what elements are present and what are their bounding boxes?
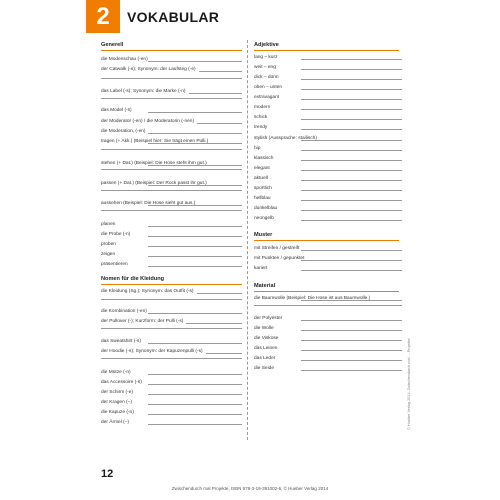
vocabulary-entry — [101, 127, 242, 135]
translation-blank[interactable] — [148, 165, 242, 166]
translation-blank[interactable] — [148, 226, 242, 227]
vocabulary-entry — [254, 103, 399, 111]
vocabulary-term: schick — [254, 115, 268, 120]
vocabulary-entry — [254, 364, 399, 372]
translation-blank[interactable] — [148, 133, 242, 134]
vocabulary-term: der Ärmel (–) — [101, 420, 129, 425]
translation-blank[interactable] — [148, 143, 242, 144]
vocabulary-entry — [101, 159, 242, 167]
translation-blank[interactable] — [148, 404, 242, 405]
section-heading: Generell — [101, 42, 124, 48]
vocabulary-entry — [101, 240, 242, 248]
column-divider — [247, 40, 248, 440]
vocabulary-term: die Baumwolle (Beispiel: Die Hose ist aus Baumwolle.) — [254, 296, 371, 301]
vocabulary-term: das Accessoire (-s) — [101, 380, 142, 385]
vocabulary-entry — [254, 174, 399, 182]
vocabulary-entry — [101, 337, 242, 345]
translation-blank[interactable] — [301, 190, 402, 191]
translation-blank[interactable] — [301, 360, 402, 361]
translation-blank[interactable] — [197, 123, 242, 124]
translation-blank[interactable] — [148, 185, 242, 186]
vocabulary-term: die Kombination (-en) — [101, 309, 147, 314]
vocabulary-term: präsentieren — [101, 262, 128, 267]
translation-blank[interactable] — [148, 61, 242, 62]
vocabulary-term: die Modenschau (-en) — [101, 57, 148, 62]
vocabulary-entry — [101, 287, 242, 295]
vocabulary-term: passen (+ Dat.) (Beispiel: Der Rock passt ihr gut.) — [101, 181, 207, 186]
vocabulary-term: die Wolle — [254, 326, 274, 331]
translation-blank-full[interactable] — [101, 328, 242, 329]
section-heading: Material — [254, 283, 276, 289]
translation-blank[interactable] — [148, 374, 242, 375]
translation-blank-full[interactable] — [254, 305, 402, 306]
translation-blank-full[interactable] — [101, 98, 242, 99]
translation-blank[interactable] — [301, 79, 402, 80]
translation-blank-full[interactable] — [101, 149, 242, 150]
vocabulary-term: planen — [101, 222, 116, 227]
translation-blank[interactable] — [148, 414, 242, 415]
translation-blank[interactable] — [301, 180, 402, 181]
vocabulary-entry — [101, 55, 242, 63]
translation-blank[interactable] — [301, 99, 402, 100]
vocabulary-term: die Moderation, (-en) — [101, 129, 146, 134]
vocabulary-term: mit Streifen / gestreift — [254, 246, 300, 251]
vocabulary-entry — [101, 388, 242, 396]
section-heading: Muster — [254, 232, 273, 238]
translation-blank[interactable] — [301, 170, 402, 171]
section-heading-rule — [101, 284, 242, 285]
vocabulary-entry — [101, 220, 242, 228]
vocabulary-term: das Model (-s) — [101, 108, 132, 113]
chapter-number: 2 — [96, 2, 110, 30]
vocabulary-term: der Moderator (-en) / die Moderatorin (-nen) — [101, 119, 195, 124]
vocabulary-entry — [101, 378, 242, 386]
translation-blank[interactable] — [301, 210, 402, 211]
vocabulary-entry — [101, 179, 242, 187]
vocabulary-term: der Schirm (-e) — [101, 390, 133, 395]
translation-blank[interactable] — [301, 59, 402, 60]
vocabulary-entry — [254, 204, 399, 212]
vocabulary-entry — [254, 194, 399, 202]
vocabulary-entry — [254, 244, 399, 252]
section-heading-rule — [254, 291, 399, 292]
translation-blank[interactable] — [301, 220, 402, 221]
vocabulary-entry — [101, 230, 242, 238]
translation-blank[interactable] — [148, 384, 242, 385]
vocabulary-entry — [101, 106, 242, 114]
translation-blank[interactable] — [301, 350, 402, 351]
vocabulary-term: die Probe (-n) — [101, 232, 131, 237]
vocabulary-entry — [254, 83, 399, 91]
translation-blank[interactable] — [148, 246, 242, 247]
vocabulary-entry — [254, 113, 399, 121]
footer-citation: Zwischendurch mal Projekte, ISBN 978-3-19-391002-6, © Hueber Verlag 2014 — [171, 486, 329, 491]
vocabulary-entry — [254, 53, 399, 61]
page-number: 12 — [101, 468, 114, 480]
translation-blank[interactable] — [301, 300, 402, 301]
translation-blank[interactable] — [148, 112, 242, 113]
vocabulary-term: dick – dünn — [254, 75, 279, 80]
vocabulary-entry — [101, 317, 242, 325]
vocabulary-entry — [101, 260, 242, 268]
vocabulary-term: die Kapuze (-n) — [101, 410, 134, 415]
vocabulary-entry — [254, 264, 399, 272]
translation-blank-full[interactable] — [101, 358, 242, 359]
section-heading-rule — [101, 50, 242, 51]
translation-blank[interactable] — [148, 205, 242, 206]
vocabulary-term: klassisch — [254, 156, 274, 161]
vocabulary-term: die Mütze (-n) — [101, 370, 131, 375]
copyright-side-note: © Hueber Verlag 2014, Zwischendurch mal ... Projekte — [407, 338, 411, 430]
translation-blank[interactable] — [301, 140, 402, 141]
vocabulary-entry — [254, 184, 399, 192]
translation-blank[interactable] — [186, 323, 242, 324]
section-heading: Adjektive — [254, 42, 279, 48]
translation-blank[interactable] — [301, 250, 402, 251]
vocabulary-term: der Polyester — [254, 316, 283, 321]
vocabulary-term: die Kleidung (Sg.); Synonym: das Outfit (-s) — [101, 289, 194, 294]
page-title: VOKABULAR — [127, 9, 220, 25]
vocabulary-term: tragen (+ Akk.) (Beispiel hier: Sie trägt einen Pulli.) — [101, 139, 209, 144]
translation-blank[interactable] — [301, 69, 402, 70]
translation-blank[interactable] — [301, 340, 402, 341]
vocabulary-term: hellblau — [254, 196, 271, 201]
vocabulary-term: kariert — [254, 266, 268, 271]
vocabulary-entry — [254, 214, 399, 222]
translation-blank[interactable] — [301, 260, 402, 261]
vocabulary-entry — [254, 154, 399, 162]
translation-blank-full[interactable] — [101, 169, 242, 170]
vocabulary-term: dunkelblau — [254, 206, 278, 211]
translation-blank[interactable] — [301, 119, 402, 120]
vocabulary-entry — [254, 93, 399, 101]
chapter-number-badge — [86, 0, 120, 33]
translation-blank[interactable] — [148, 256, 242, 257]
translation-blank[interactable] — [301, 270, 402, 271]
translation-blank[interactable] — [148, 266, 242, 267]
translation-blank-full[interactable] — [101, 190, 242, 191]
translation-blank-full[interactable] — [101, 299, 242, 300]
translation-blank[interactable] — [301, 320, 402, 321]
vocabulary-entry — [101, 117, 242, 125]
translation-blank[interactable] — [148, 424, 242, 425]
vocabulary-entry — [254, 134, 399, 142]
translation-blank[interactable] — [148, 313, 242, 314]
vocabulary-term: die Viskose — [254, 336, 279, 341]
vocabulary-term: der Hoodie (-s); Synonym: der Kapuzenpulli (-s) — [101, 349, 203, 354]
vocabulary-entry — [254, 123, 399, 131]
vocabulary-entry — [101, 307, 242, 315]
translation-blank[interactable] — [206, 353, 242, 354]
vocabulary-term: aktuell — [254, 176, 268, 181]
translation-blank-full[interactable] — [101, 78, 242, 79]
vocabulary-entry — [101, 418, 242, 426]
vocabulary-entry — [101, 87, 242, 95]
translation-blank-full[interactable] — [101, 210, 242, 211]
vocabulary-entry — [254, 344, 399, 352]
vocabulary-term: lang – kurz — [254, 55, 278, 60]
translation-blank[interactable] — [197, 293, 242, 294]
vocabulary-term: das Leinen — [254, 346, 278, 351]
vocabulary-entry — [254, 334, 399, 342]
translation-blank[interactable] — [199, 71, 242, 72]
vocabulary-term: extravagant — [254, 95, 280, 100]
vocabulary-term: aussehen (Beispiel: Die Hose sieht gut aus.) — [101, 201, 196, 206]
vocabulary-entry — [254, 354, 399, 362]
translation-blank[interactable] — [148, 343, 242, 344]
vocabulary-entry — [101, 398, 242, 406]
vocabulary-entry — [101, 250, 242, 258]
translation-blank[interactable] — [301, 129, 402, 130]
translation-blank[interactable] — [301, 150, 402, 151]
translation-blank[interactable] — [301, 200, 402, 201]
vocabulary-entry — [101, 368, 242, 376]
vocabulary-entry — [254, 63, 399, 71]
vocabulary-entry — [254, 324, 399, 332]
translation-blank[interactable] — [301, 160, 402, 161]
vocabulary-term: sportlich — [254, 186, 272, 191]
translation-blank[interactable] — [148, 236, 242, 237]
vocabulary-term: stehen (+ Dat.) (Beispiel: Die Hose steht ihm gut.) — [101, 161, 207, 166]
vocabulary-entry — [101, 199, 242, 207]
vocabulary-term: das Label (-s); Synonym: die Marke (-n) — [101, 89, 186, 94]
vocabulary-entry — [254, 164, 399, 172]
translation-blank[interactable] — [301, 370, 402, 371]
vocabulary-term: weit – eng — [254, 65, 276, 70]
vocabulary-entry — [254, 73, 399, 81]
vocabulary-term: neongelb — [254, 216, 274, 221]
translation-blank[interactable] — [301, 89, 402, 90]
translation-blank[interactable] — [301, 330, 402, 331]
vocabulary-term: der Catwalk (-s); Synonym: der Laufsteg (-e) — [101, 67, 196, 72]
vocabulary-term: elegant — [254, 166, 270, 171]
vocabulary-term: der Kragen (–) — [101, 400, 132, 405]
vocabulary-term: der Pullover (-); Kurzform: der Pulli (-s) — [101, 319, 184, 324]
vocabulary-term: zeigen — [101, 252, 116, 257]
vocabulary-term: oben – unten — [254, 85, 283, 90]
vocabulary-term: proben — [101, 242, 116, 247]
vocabulary-term: modern — [254, 105, 271, 110]
vocabulary-term: die Seide — [254, 366, 275, 371]
translation-blank[interactable] — [301, 109, 402, 110]
vocabulary-term: stylish (Aussprache: stailisch) — [254, 136, 317, 141]
vocabulary-term: das Leder — [254, 356, 276, 361]
vocabulary-entry — [101, 137, 242, 145]
section-heading-rule — [254, 50, 399, 51]
translation-blank[interactable] — [148, 394, 242, 395]
vocabulary-term: mit Punkten / gepunktet — [254, 256, 305, 261]
vocabulary-term: hip — [254, 146, 261, 151]
vocabulary-term: trendy — [254, 125, 268, 130]
vocabulary-entry — [254, 314, 399, 322]
vocabulary-term: das Sweatshirt (-s) — [101, 339, 141, 344]
section-heading-rule — [254, 240, 399, 241]
vocabulary-entry — [101, 65, 242, 73]
translation-blank[interactable] — [189, 93, 242, 94]
vocabulary-entry — [101, 347, 242, 355]
vocabulary-entry — [101, 408, 242, 416]
vocabulary-entry — [254, 254, 399, 262]
vocabulary-entry — [254, 294, 399, 302]
section-heading: Nomen für die Kleidung — [101, 276, 165, 282]
vocabulary-entry — [254, 144, 399, 152]
